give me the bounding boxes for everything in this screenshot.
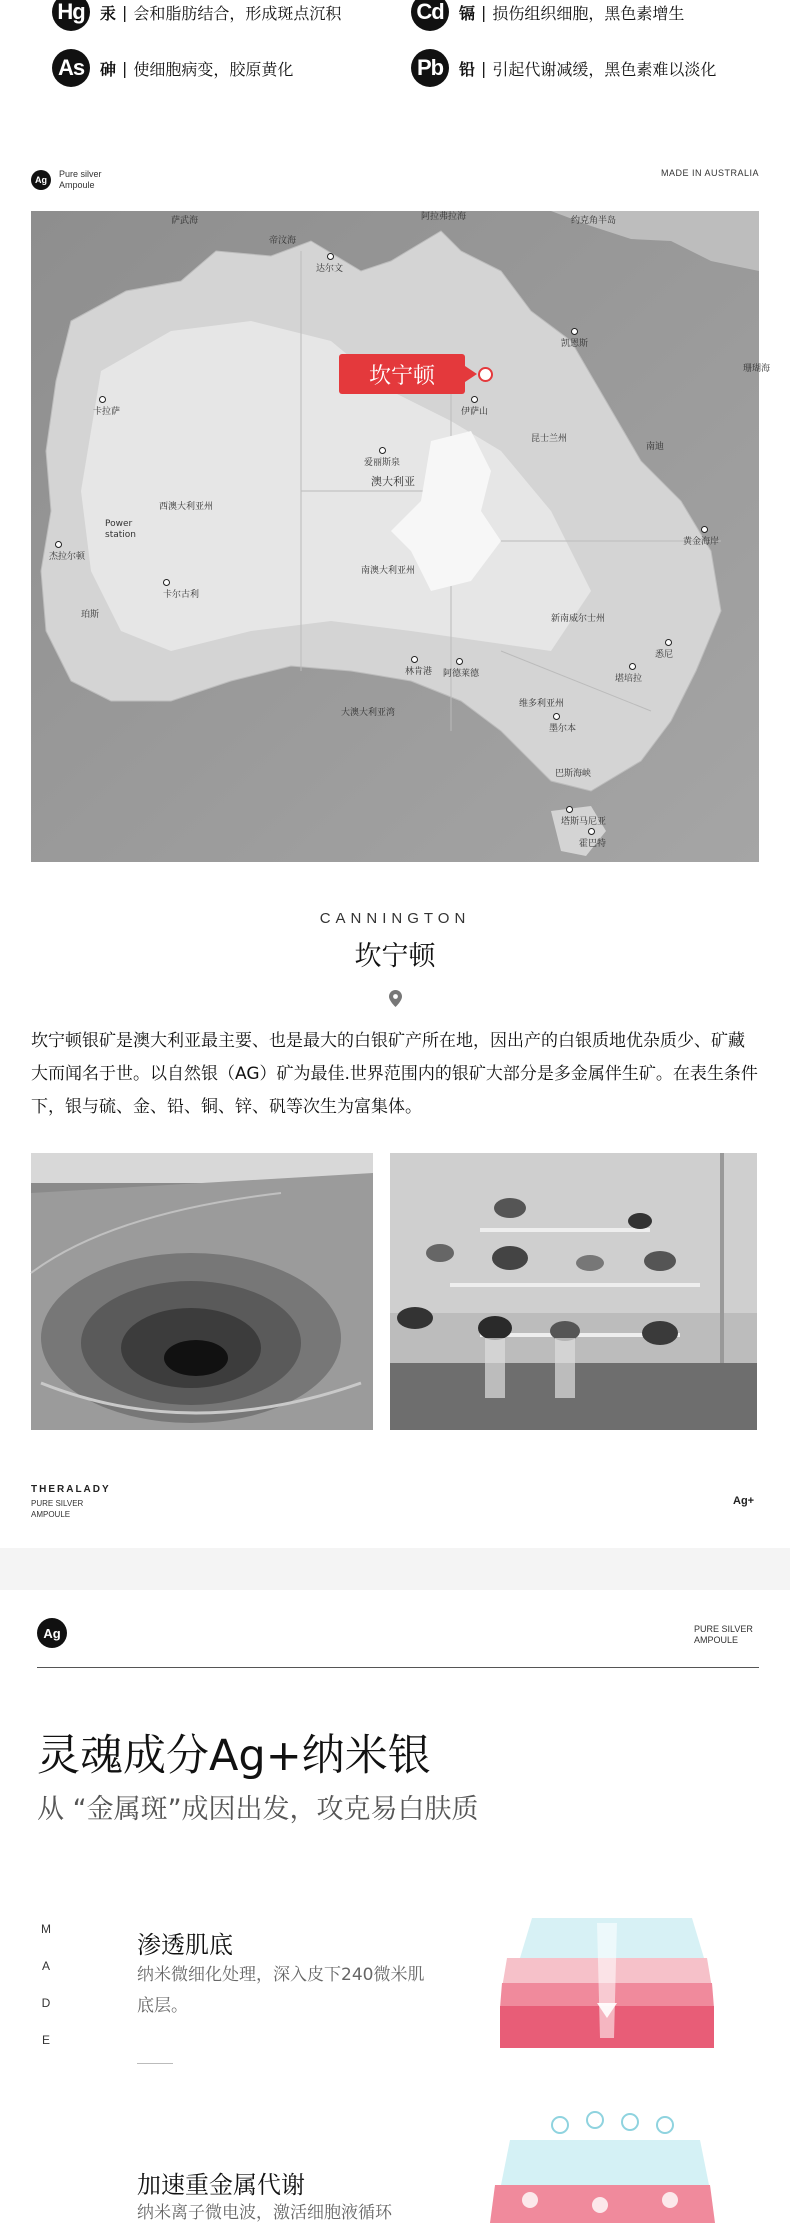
map-label: 澳大利亚 — [371, 475, 415, 488]
map-label: 珊瑚海 — [743, 364, 771, 374]
metal-item-cd — [411, 0, 684, 32]
map-label: 巴斯海峡 — [555, 769, 592, 779]
ampoule-label: AMPOULE — [694, 1635, 739, 1645]
skin-layers-illustration — [492, 1898, 722, 2058]
map-label: 伊萨山 — [461, 407, 489, 417]
made-vertical-letters — [39, 1922, 53, 2070]
made-letter: D — [41, 1996, 51, 2010]
cannington-english-title: CANNINGTON — [319, 910, 471, 927]
metal-item-pb — [411, 48, 716, 88]
feature-title-penetrate: 渗透肌底 — [137, 1931, 233, 1959]
map-label: 阿拉弗拉海 — [421, 212, 467, 222]
map-label: 霍巴特 — [579, 839, 607, 849]
city-dot-icon — [701, 526, 708, 533]
metal-description: 使细胞病变，胶原黄化 — [133, 59, 294, 79]
map-terrain — [31, 211, 759, 862]
metal-badge: Cd — [411, 0, 449, 31]
metal-item-as — [52, 48, 293, 88]
metal-item-hg — [52, 0, 341, 32]
brand-sub-ampoule: AMPOULE — [31, 1510, 71, 1519]
map-label: Power station — [105, 519, 136, 540]
metal-badge: As — [52, 49, 90, 87]
map-label: 阿德莱德 — [443, 669, 480, 679]
map-label: 西澳大利亚州 — [159, 502, 214, 512]
metal-description: 损伤组织细胞，黑色素增生 — [492, 3, 685, 23]
cannington-callout: 坎宁顿 — [339, 354, 465, 394]
metal-badge: Pb — [411, 49, 449, 87]
metal-name: 砷 — [100, 59, 117, 79]
brand-name: THERALADY — [31, 1484, 111, 1495]
section-title: 灵魂成分Ag+纳米银 — [37, 1731, 431, 1781]
map-label: 杰拉尔顿 — [49, 552, 86, 562]
feature-desc-metabolism: 纳米离子微电波，激活细胞液循环 — [137, 2203, 392, 2223]
metal-separator: | — [122, 2, 128, 22]
ion-skin-illustration — [470, 2100, 730, 2223]
city-dot-icon — [163, 579, 170, 586]
map-label: 昆士兰州 — [531, 434, 568, 444]
map-header-brand — [31, 169, 102, 191]
metal-name: 镉 — [459, 3, 476, 23]
metal-separator: | — [122, 58, 128, 78]
map-label: 南澳大利亚州 — [361, 566, 416, 576]
city-dot-icon — [566, 806, 573, 813]
city-dot-icon — [99, 396, 106, 403]
city-dot-icon — [327, 253, 334, 260]
city-dot-icon — [55, 541, 62, 548]
section-rule — [37, 1667, 759, 1668]
metal-separator: | — [481, 58, 487, 78]
map-label: 约克角半岛 — [571, 216, 617, 226]
metal-name: 铅 — [459, 59, 476, 79]
map-label: 大澳大利亚湾 — [341, 708, 396, 718]
map-label: 卡拉萨 — [93, 407, 121, 417]
cannington-chinese-title: 坎宁顿 — [354, 941, 436, 972]
section-subtitle: 从 “金属斑”成因出发，攻克易白肤质 — [37, 1794, 479, 1825]
metal-description: 会和脂肪结合，形成斑点沉积 — [133, 3, 342, 23]
made-letter: M — [41, 1922, 51, 1936]
city-dot-icon — [665, 639, 672, 646]
map-label: 达尔文 — [316, 264, 344, 274]
map-label: 南迪 — [646, 442, 665, 452]
section-divider-band — [0, 1548, 790, 1590]
city-dot-icon — [553, 713, 560, 720]
city-dot-icon — [456, 658, 463, 665]
mine-pit-photo — [31, 1153, 373, 1430]
map-label: 萨武海 — [171, 216, 199, 226]
feature-divider — [137, 2063, 173, 2064]
pure-silver-tag — [694, 1624, 753, 1646]
metal-description: 引起代谢减缓，黑色素难以淡化 — [492, 59, 717, 79]
map-label: 卡尔古利 — [163, 590, 200, 600]
map-label: 新南威尔士州 — [551, 614, 606, 624]
feature-desc-penetrate: 纳米微细化处理，深入皮下240微米肌底层。 — [137, 1965, 425, 2016]
map-label: 爱丽斯泉 — [364, 458, 401, 468]
made-letter: A — [41, 1959, 50, 1973]
map-label: 珀斯 — [81, 610, 100, 620]
brand-sub-pure: PURE SILVER — [31, 1499, 84, 1508]
map-label: 黄金海岸 — [683, 537, 720, 547]
map-label: 墨尔本 — [549, 724, 577, 734]
pure-silver-label: PURE SILVER — [694, 1624, 753, 1634]
made-letter: E — [41, 2033, 50, 2047]
feature-title-metabolism: 加速重金属代谢 — [137, 2171, 305, 2199]
metal-name: 汞 — [100, 3, 117, 23]
city-dot-icon — [571, 328, 578, 335]
map-label: 林肯港 — [405, 667, 433, 677]
city-dot-icon — [629, 663, 636, 670]
ag-plus-label: Ag+ — [733, 1495, 755, 1507]
metal-separator: | — [481, 2, 487, 22]
made-in-australia: MADE IN AUSTRALIA — [660, 168, 759, 178]
pure-silver-label: Pure silver — [59, 169, 102, 179]
map-label: 帝汶海 — [269, 236, 297, 246]
brand-block — [31, 1484, 111, 1520]
mineral-exhibit-photo — [390, 1153, 757, 1430]
cannington-description: 坎宁顿银矿是澳大利亚最主要、也是最大的白银矿产所在地，因出产的白银质地优杂质少、矿藏大而闻名于世。以自然银（AG）矿为最佳.世界范围内的银矿大部分是多金属伴生矿。在表生条件下，银与硫、金、铅、铜、锌、矾等次生为富集体。 — [31, 1031, 758, 1117]
map-label: 堪培拉 — [615, 674, 643, 684]
map-label: 维多利亚州 — [519, 699, 565, 709]
map-label: 悉尼 — [655, 650, 674, 660]
ag-logo-icon: Ag — [31, 170, 51, 190]
ag-logo-icon: Ag — [37, 1618, 67, 1648]
ampoule-label: Ampoule — [59, 180, 95, 190]
city-dot-icon — [471, 396, 478, 403]
city-dot-icon — [379, 447, 386, 454]
map-label: 塔斯马尼亚 — [561, 817, 607, 827]
metal-badge: Hg — [52, 0, 90, 31]
city-dot-icon — [588, 828, 595, 835]
location-marker-icon — [478, 367, 493, 382]
map-label: 凯恩斯 — [561, 339, 589, 349]
city-dot-icon — [411, 656, 418, 663]
location-pin-icon — [389, 990, 402, 1007]
australia-map — [31, 211, 771, 862]
